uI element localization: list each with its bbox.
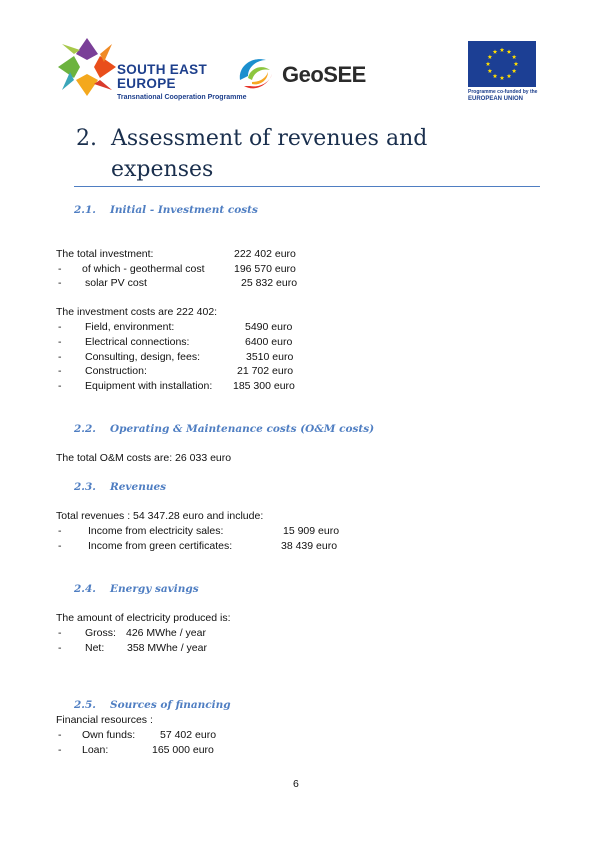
section-heading-2-4 [74, 583, 199, 595]
list-dash: - [58, 380, 62, 392]
list-dash: - [58, 540, 62, 552]
geosee-wordmark: GeoSEE [282, 62, 366, 87]
list-dash: - [58, 365, 62, 377]
page-number: 6 [293, 778, 299, 790]
list-item-value: 185 300 euro [233, 380, 295, 392]
list-item-label: Loan: [82, 744, 109, 756]
revenues-intro: Total revenues : 54 347.28 euro and include: [56, 510, 264, 522]
eu-star-icon [507, 74, 512, 78]
section-title: Energy savings [110, 583, 199, 595]
see-logo-line1: SOUTH EAST [117, 62, 208, 77]
list-item-label: Field, environment: [85, 321, 175, 333]
list-item-value: 25 832 euro [241, 277, 298, 289]
list-item-label: Income from green certificates: [88, 540, 233, 552]
eu-star-icon [493, 49, 498, 53]
see-logo-mark-icon [56, 36, 118, 98]
eu-flag [468, 41, 536, 87]
list-dash: - [58, 351, 62, 363]
section-title: Initial - Investment costs [110, 204, 258, 216]
list-dash: - [58, 729, 62, 741]
list-item-value: 38 439 euro [281, 540, 338, 552]
list-item-label: solar PV cost [85, 277, 147, 289]
eu-star-icon [488, 69, 493, 73]
energy-intro: The amount of electricity produced is: [56, 612, 231, 624]
list-item-value: 21 702 euro [237, 365, 294, 377]
list-dash: - [58, 525, 62, 537]
eu-star-icon [514, 62, 519, 66]
list-dash: - [58, 321, 62, 333]
section-number: 2.2. [74, 423, 96, 435]
list-item-value: 3510 euro [246, 351, 294, 363]
list-item-label: Own funds: [82, 729, 136, 741]
eu-star-icon [512, 55, 517, 59]
eu-star-icon [500, 48, 505, 52]
list-item-value: 5490 euro [245, 321, 293, 333]
section-title: Revenues [110, 481, 167, 493]
list-item-value: 426 MWhe / year [126, 627, 206, 639]
total-investment-value: 222 402 euro [234, 248, 296, 260]
section-number: 2.4. [74, 583, 96, 595]
list-item-value: 358 MWhe / year [127, 642, 207, 654]
list-item-value: 15 909 euro [283, 525, 340, 537]
list-item-label: Net: [85, 642, 105, 654]
list-dash: - [58, 744, 62, 756]
chapter-title-line2: expenses [111, 157, 214, 182]
eu-star-icon [488, 55, 493, 59]
eu-stars-icon [468, 41, 536, 87]
eu-star-icon [500, 76, 505, 80]
om-costs-text: The total O&M costs are: 26 033 euro [56, 452, 232, 464]
eu-star-icon [507, 49, 512, 53]
list-dash: - [58, 277, 62, 289]
title-rule [74, 186, 540, 187]
financing-intro: Financial resources : [56, 714, 153, 726]
list-dash: - [58, 642, 62, 654]
section-heading-2-5 [74, 699, 231, 711]
chapter-title-line1: Assessment of revenues and [111, 126, 428, 151]
list-item-value: 165 000 euro [152, 744, 214, 756]
eu-star-icon [486, 62, 491, 66]
section-number: 2.3. [74, 481, 96, 493]
list-dash: - [58, 627, 62, 639]
geosee-swirl-icon [234, 52, 278, 98]
list-item-label: Electrical connections: [85, 336, 190, 348]
eu-star-icon [512, 69, 517, 73]
list-item-value: 57 402 euro [160, 729, 217, 741]
section-title: Sources of financing [110, 699, 231, 711]
list-item-value: 196 570 euro [234, 263, 296, 275]
section-heading-2-3 [74, 481, 166, 493]
list-item-label: Equipment with installation: [85, 380, 213, 392]
eu-star-icon [493, 74, 498, 78]
list-item-label: Consulting, design, fees: [85, 351, 200, 363]
list-dash: - [58, 263, 62, 275]
list-item-value: 6400 euro [245, 336, 293, 348]
total-investment-label: The total investment: [56, 248, 154, 260]
section-number: 2.5. [74, 699, 96, 711]
list-item-label: Construction: [85, 365, 147, 377]
see-logo-subtitle: Transnational Cooperation Programme [117, 94, 247, 101]
section-title: Operating & Maintenance costs (O&M costs) [110, 423, 375, 435]
list-dash: - [58, 336, 62, 348]
eu-caption-line1: Programme co-funded by the [468, 89, 538, 95]
eu-caption-line2: EUROPEAN UNION [468, 96, 524, 102]
list-item-label: Income from electricity sales: [88, 525, 224, 537]
list-item-label: of which - geothermal cost [82, 263, 205, 275]
section-heading-2-1 [74, 204, 258, 216]
see-logo-line2: EUROPE [117, 76, 176, 91]
section-heading-2-2 [74, 423, 374, 435]
section-number: 2.1. [74, 204, 96, 216]
chapter-number: 2. [76, 126, 97, 151]
list-item-label: Gross: [85, 627, 116, 639]
investment-costs-intro: The investment costs are 222 402: [56, 306, 218, 318]
